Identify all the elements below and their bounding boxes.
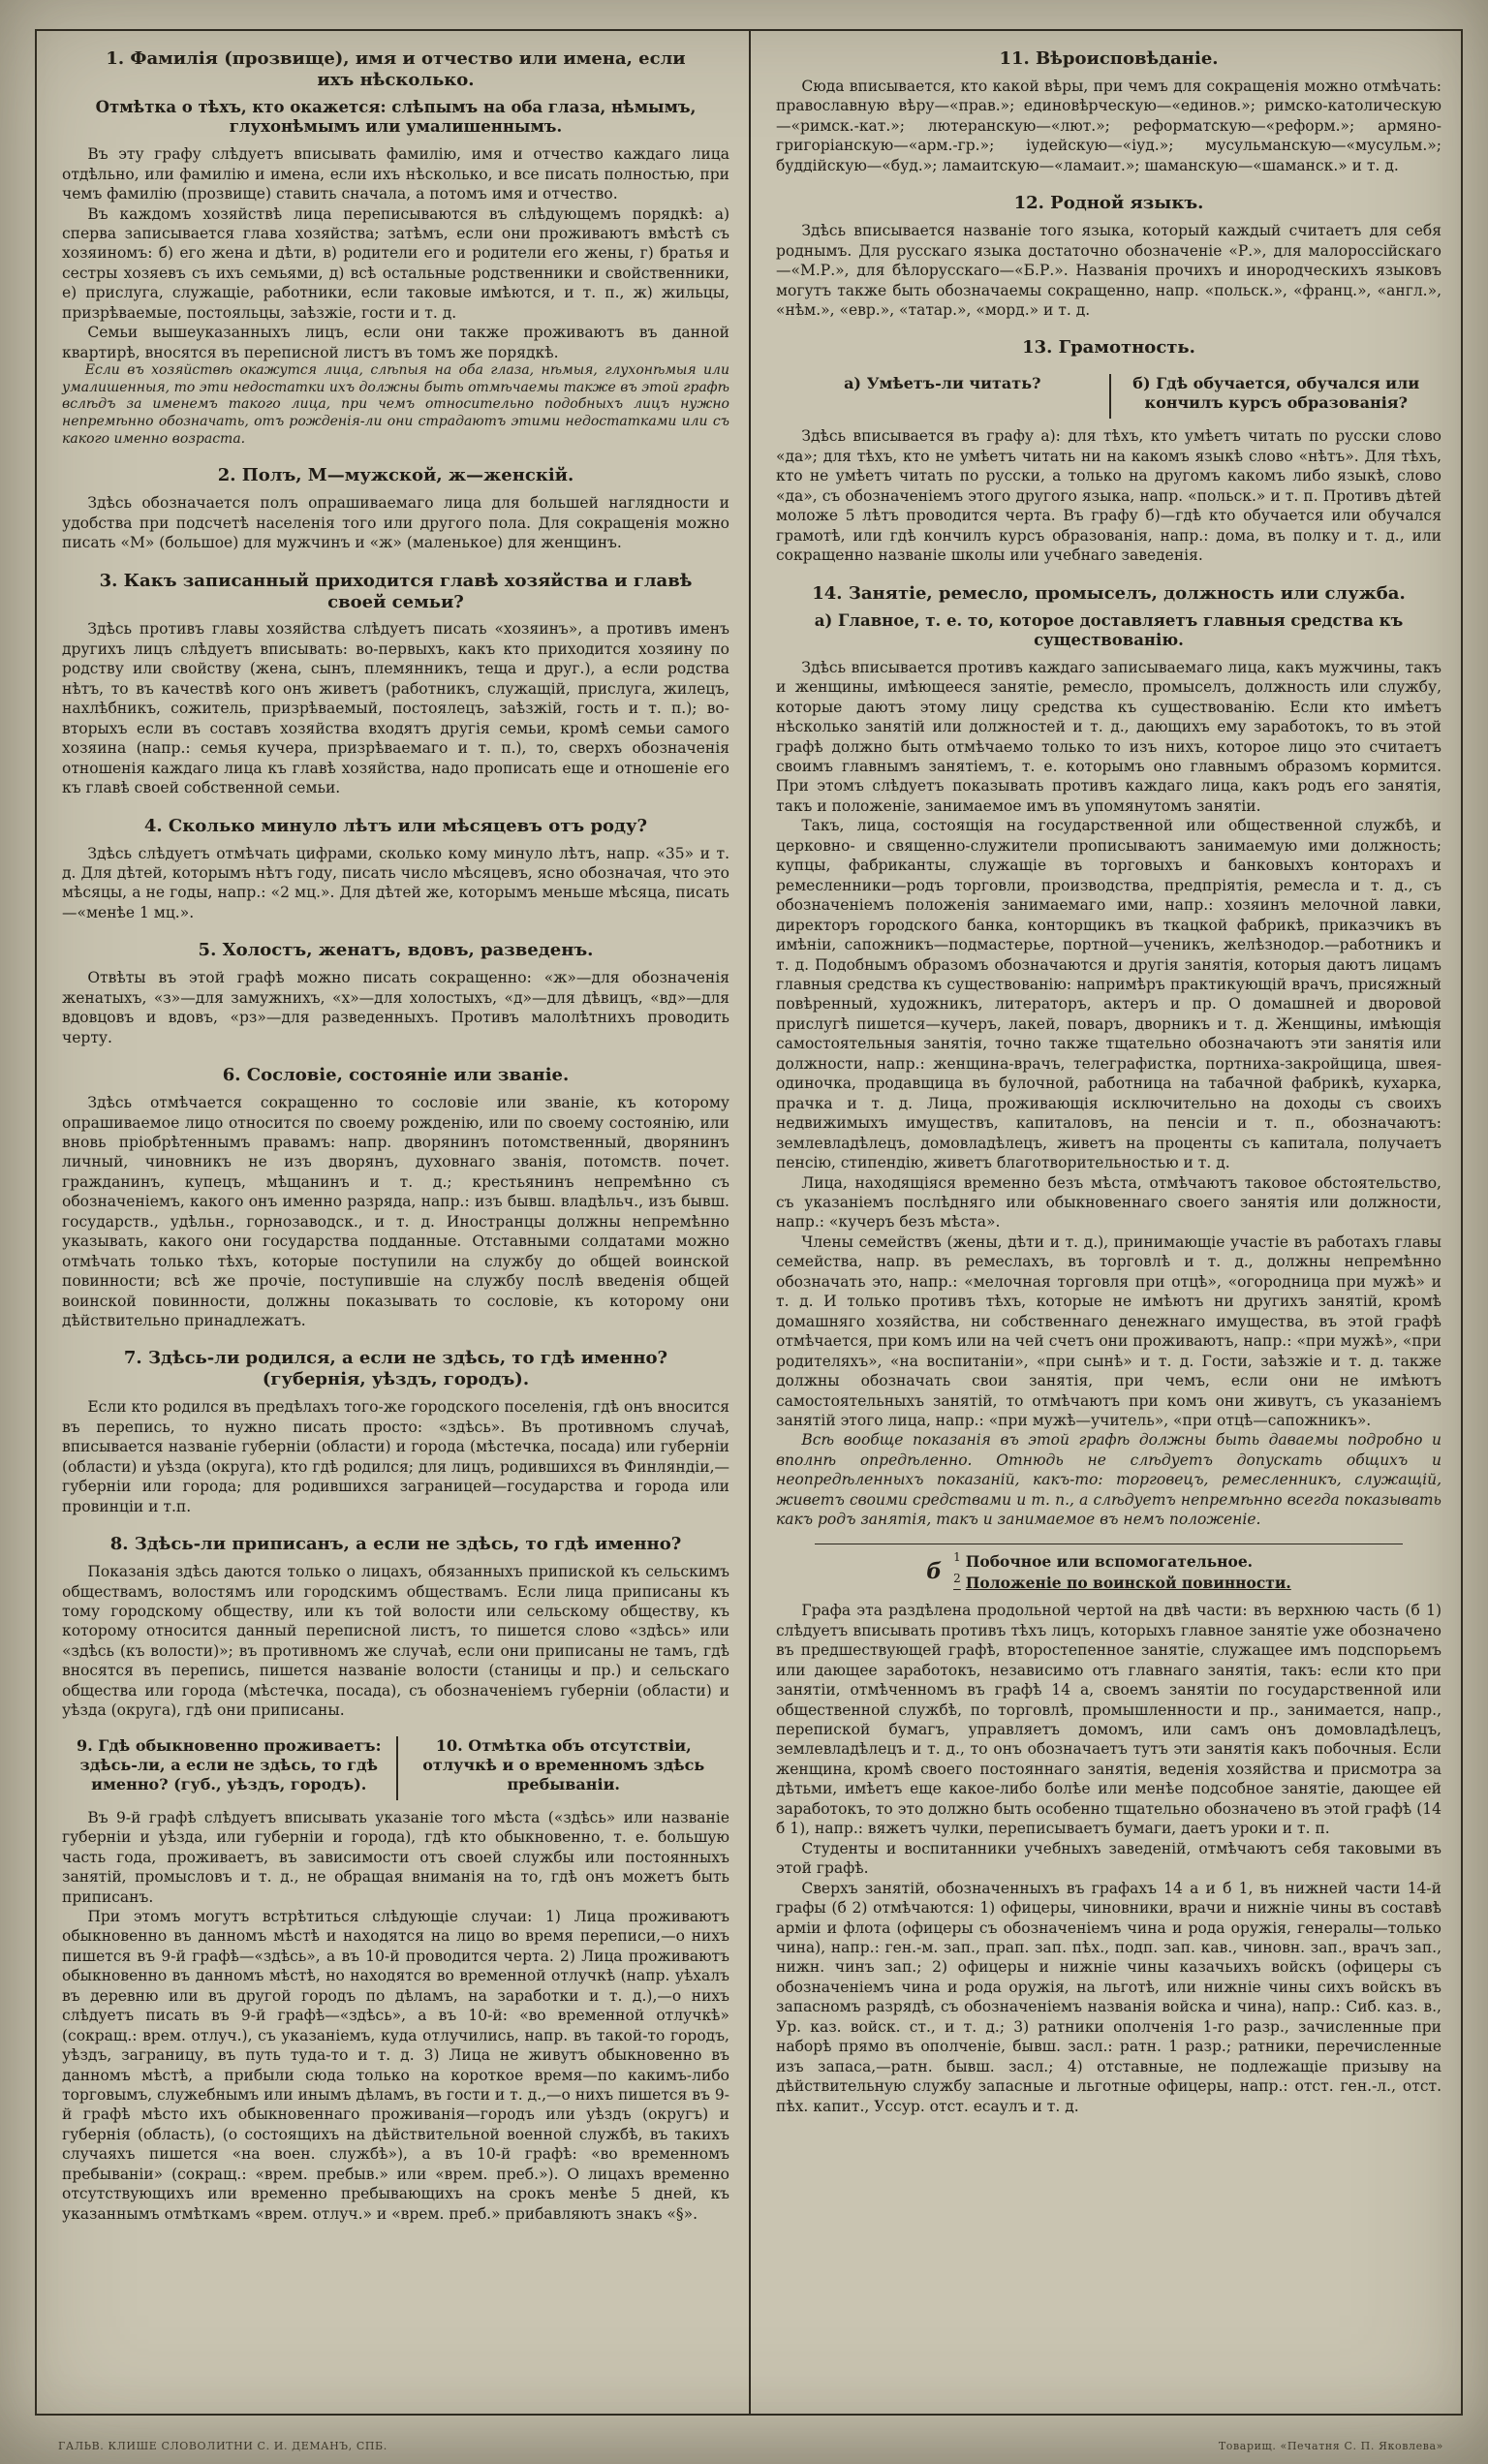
paragraph: Здѣсь вписывается противъ каждаго записываемаго лица, какъ мужчины, такъ и женщины, имѣющееся занятіе, ремесло, промыселъ, должность или службу, которые даютъ этому лицу средства къ существованію. Если кто имѣетъ нѣсколько занятій или должностей и т. д., дающихъ ему заработокъ, то въ этой графѣ должно быть отмѣчаемо только то изъ нихъ, которое лицо это считаетъ своимъ главнымъ занятіемъ, т. е. которымъ оно главнымъ образомъ кормится. При этомъ слѣдуетъ показывать противъ каждаго лица, какъ родъ его занятія, такъ и положеніе, занимаемое имъ въ упомянутомъ занятіи.	[776, 658, 1442, 815]
paragraph: Здѣсь обозначается полъ опрашиваемаго лица для большей наглядности и удобства при подсчетѣ населенія того или другого пола. Для сокращенія можно писать «М» (большое) для мужчинъ и «ж» (маленькое) для женщинъ.	[62, 494, 729, 552]
section-14b2-heading	[953, 1572, 1291, 1593]
section-2-heading: 2. Полъ, М—мужской, ж—женскій.	[217, 465, 574, 486]
paragraph: Въ 9-й графѣ слѣдуетъ вписывать указаніе того мѣста («здѣсь» или названіе губерніи и уѣзда, или губерніи и города), гдѣ кто обыкновенно, т. е. большую часть года, проживаетъ, въ зависимости отъ своей службы или постоянныхъ занятій, промысловъ и т. д., не обращая вниманія на то, гдѣ онъ можетъ быть приписанъ.	[62, 1808, 729, 1906]
paragraph: Всѣ вообще показанія въ этой графѣ должны быть даваемы подробно и вполнѣ опредѣленно. Отнюдь не слѣдуетъ допускать общихъ и неопредѣленныхъ показаній, какъ-то: торговецъ, ремесленникъ, служащій, живетъ своими средствами и т. п., а слѣдуетъ непремѣнно всегда показывать какъ родъ занятія, такъ и занимаемое въ немъ положеніе.	[776, 1431, 1442, 1529]
section-14b1-number: 1	[953, 1549, 961, 1564]
paragraph: Семьи вышеуказанныхъ лицъ, если они также проживаютъ въ данной квартирѣ, вносятся въ переписной листъ въ томъ же порядкѣ.	[62, 324, 729, 361]
paragraph: Если въ хозяйствѣ окажутся лица, слѣпыя на оба глаза, нѣмыя, глухонѣмыя или умалишенныя, то эти недостатки ихъ должны быть отмѣчаемы также въ этой графѣ вслѣдъ за именемъ такого лица, при чемъ относительно подобныхъ лицъ нужно непремѣнно обозначать, отъ рожденія-ли они страдаютъ этими недостатками или съ какого именно возраста.	[62, 362, 729, 447]
paragraph: Сюда вписывается, кто какой вѣры, при чемъ для сокращенія можно отмѣчать: православную вѣру—«прав.»; единовѣрческую—«единов.»; римско-католическую—«римск.-кат.»; лютеранскую—«лют.»; реформатскую—«реформ.»; армяно-григоріанскую—«арм.-гр.»; іудейскую—«іуд.»; мусульманскую—«мусульм.»; буддійскую—«буд.»; ламаитскую—«ламаит.»; шаманскую—«шаманск.» и т. д.	[776, 77, 1442, 174]
page-content	[37, 31, 1461, 2414]
printer-imprints	[58, 2440, 1443, 2452]
section-7	[62, 1348, 729, 1516]
printer-imprint-left: ГАЛЬВ. КЛИШЕ СЛОВОЛИТНИ С. И. ДЕМАНЪ, СПБ.	[58, 2440, 388, 2452]
section-14b-heading-block	[815, 1544, 1403, 1594]
section-9-10	[62, 1736, 729, 2225]
paragraph: Сверхъ занятій, обозначенныхъ въ графахъ 14 а и б 1, въ нижней части 14-й графы (б 2) отмѣчаются: 1) офицеры, чиновники, врачи и нижніе чины въ составѣ арміи и флота (офицеры съ обозначеніемъ чина и рода оружія, генералы—только чина), напр.: ген.-м. зап., прап. зап. пѣх., подп. зап. кав., чиновн. зап., врачъ зап., нижн. чинъ зап.; 2) офицеры и нижніе чины казачьихъ войскъ (офицеры съ обозначеніемъ чина и рода оружія, на льготѣ, или нижніе чины сихъ войскъ въ запасномъ разрядѣ, съ обозначеніемъ названія войска и чина), напр.: Сиб. каз. в., Ур. каз. войск. ст., и т. д.; 3) ратники ополченія 1-го разр., зачисленные при наборѣ прямо въ ополченіе, бывш. засл.: ратн. 1 разр.; ратники, перечисленные изъ запаса,—ратн. бывш. засл.; 4) отставные, не подлежащіе призыву на дѣйствительную службу запасные и льготные офицеры, напр.: отст. ген.-л., отст. пѣх. капит., Уссур. отст. есаулъ и т. д.	[776, 1879, 1442, 2115]
section-6	[62, 1065, 729, 1330]
section-13-subheaders	[776, 374, 1442, 419]
paragraph: Такъ, лица, состоящія на государственной или общественной службѣ, и церковно- и священно-служители прописываютъ занимаемую ими должность; купцы, фабриканты, служащіе въ торговыхъ и банковыхъ конторахъ и ремесленники—родъ торговли, производства, предпріятія, ремесла и т. д., съ обозначеніемъ положенія занимаемаго ими, напр.: хозяинъ мелочной лавки, директоръ городского банка, конторщикъ въ ткацкой фабрикѣ, приказчикъ въ имѣніи, сапожникъ—подмастерье, портной—ученикъ, желѣзнодор.—работникъ и т. д. Подобнымъ образомъ обозначаются и другія занятія, которыя даютъ лицамъ главныя средства къ существованію: напримѣръ практикующій врачъ, присяжный повѣренный, художникъ, литераторъ, актеръ и пр. О домашней и дворовой прислугѣ пишется—кучеръ, лакей, поваръ, дворникъ и т. д. Женщины, имѣющія самостоятельныя занятія, точно также тщательно обозначаютъ эти занятія или должности, напр.: женщина-врачъ, телеграфистка, портниха-закройщица, швея-одиночка, продавщица въ булочной, работница на табачной фабрикѣ, кухарка, прачка и т. д. Лица, проживающія исключительно на доходы съ своихъ недвижимыхъ имуществъ, капиталовъ, на пенсіи и т. п., обозначаютъ: землевладѣлецъ, домовладѣлецъ, живетъ на проценты съ капитала, получаетъ пенсію, стипендію, живетъ благотворительностью и т. д.	[776, 817, 1442, 1172]
section-14-heading: 14. Занятіе, ремесло, промыселъ, должность или служба.	[812, 582, 1406, 604]
paragraph: Члены семействъ (жены, дѣти и т. д.), принимающіе участіе въ работахъ главы семейства, напр. въ ремеслахъ, въ торговлѣ и т. д., должны непремѣнно обозначать это, напр.: «мелочная торговля при отцѣ», «огородница при мужѣ» и т. д. И только противъ тѣхъ, которые не имѣютъ ни другихъ занятій, кромѣ домашняго хозяйства, ни собственнаго денежнаго имущества, въ этой графѣ отмѣчается, при комъ или на чей счетъ они проживаютъ, напр.: «при мужѣ», «при родителяхъ», «на воспитаніи», «при сынѣ» и т. д. Гости, заѣзжіе и т. д. также должны обозначать свои занятія, при чемъ, если они не имѣютъ самостоятельныхъ занятій, то отмѣчаютъ при комъ они живутъ, съ указаніемъ занятій этого лица, напр.: «при мужѣ—учитель», «при отцѣ—сапожникъ».	[776, 1232, 1442, 1429]
section-8-heading: 8. Здѣсь-ли приписанъ, а если не здѣсь, то гдѣ именно?	[109, 1534, 682, 1555]
section-13	[776, 337, 1442, 565]
section-14b2-title: Положеніе по воинской повинности.	[965, 1574, 1291, 1593]
section-4	[62, 816, 729, 923]
section-9-heading: 9. Гдѣ обыкновенно проживаетъ: здѣсь-ли, а если не здѣсь, то гдѣ именно? (губ., уѣздъ, городъ).	[77, 1735, 382, 1793]
paragraph: Если кто родился въ предѣлахъ того-же городского поселенія, гдѣ онъ вносится въ перепись, то нужно писать просто: «здѣсь». Въ противномъ случаѣ, вписывается названіе губерніи (области) и города (мѣстечка, посада) или губерніи (области) и уѣзда (округа), кто гдѣ родился; для лицъ, родившихся въ Финляндіи,—губерніи или города; для родившихся заграницей—государства и города или провинціи и т.п.	[62, 1398, 729, 1515]
section-14b1-heading	[953, 1550, 1291, 1572]
paragraph: Лица, находящіяся временно безъ мѣста, отмѣчаютъ таковое обстоятельство, съ указаніемъ послѣдняго или обыкновеннаго своего занятія или должности, напр.: «кучеръ безъ мѣста».	[776, 1173, 1442, 1232]
left-column	[37, 31, 749, 2414]
section-1-subheading: Отмѣтка о тѣхъ, кто окажется: слѣпымъ на оба глаза, нѣмымъ, глухонѣмымъ или умалишеннымъ.	[95, 97, 697, 137]
paragraph: Въ эту графу слѣдуетъ вписывать фамилію, имя и отчество каждаго лица отдѣльно, или фамилію и имена, если ихъ нѣсколько, и все писать полностью, при чемъ фамилію (прозвище) ставить сначала, а потомъ имя и отчество.	[62, 145, 729, 203]
section-5-heading: 5. Холостъ, женатъ, вдовъ, разведенъ.	[198, 940, 594, 961]
section-12	[776, 193, 1442, 320]
section-14	[776, 583, 1442, 2117]
paragraph: Въ каждомъ хозяйствѣ лица переписываются въ слѣдующемъ порядкѣ: а) сперва записывается глава хозяйства; затѣмъ, если они проживаютъ вмѣстѣ съ хозяиномъ: б) его жена и дѣти, в) родители его и родители его жены, г) братья и сестры хозяевъ съ ихъ семьями, д) всѣ остальные родственники и свойственники, е) прислуга, служащіе, работники, если таковые имѣются, и т. п., ж) жильцы, призрѣваемые, постояльцы, заѣзжіе, гости и т. д.	[62, 204, 729, 322]
section-14b2-number: 2	[953, 1572, 961, 1585]
paragraph: Отвѣты въ этой графѣ можно писать сокращенно: «ж»—для обозначенія женатыхъ, «з»—для замужнихъ, «х»—для холостыхъ, «д»—для дѣвицъ, «вд»—для вдовцовъ и вдовъ, «рз»—для разведенныхъ. Противъ малолѣтнихъ проводить черту.	[62, 969, 729, 1046]
section-14b-rows	[953, 1550, 1291, 1594]
paragraph: Показанія здѣсь даются только о лицахъ, обязанныхъ припиской къ сельскимъ обществамъ, волостямъ или городскимъ обществамъ. Если лица приписаны къ тому городскому обществу, или къ той волости или сельскому обществу, къ которому относится данный переписной листъ, то пишется слово «здѣсь» или «здѣсь (къ волости)»; въ противномъ же случаѣ, если они приписаны не тамъ, гдѣ вносятся въ перепись, пишется названіе волости (станицы и пр.) и сельскаго общества или города (мѣстечка, посада), съ обозначеніемъ губерніи (области) и уѣзда (округа), гдѣ они приписаны.	[62, 1563, 729, 1720]
section-13-heading: 13. Грамотность.	[1022, 337, 1195, 359]
paragraph: Здѣсь вписывается въ графу а): для тѣхъ, кто умѣетъ читать по русски слово «да»; для тѣхъ, кто не умѣетъ читать ни на какомъ языкѣ слово «нѣтъ». Для тѣхъ, кто не умѣетъ читать по русски, а только на другомъ какомъ либо языкѣ, слово «да», съ обозначеніемъ этого другого языка, напр. «польск.» и т. п. Противъ дѣтей моложе 5 лѣтъ проводится черта. Въ графу б)—гдѣ кто обучается или обучался грамотѣ, или гдѣ кончилъ курсъ образованія, напр.: дома, въ полку и т. д., или сокращенно названіе школы или учебнаго заведенія.	[776, 427, 1442, 565]
paragraph: При этомъ могутъ встрѣтиться слѣдующіе случаи: 1) Лица проживаютъ обыкновенно въ данномъ мѣстѣ и находятся на лицо во время переписи,—о нихъ пишется въ 9-й графѣ—«здѣсь», а въ 10-й проводится черта. 2) Лица проживаютъ обыкновенно въ данномъ мѣстѣ, но находятся во временной отлучкѣ (напр. уѣхалъ въ деревню или въ другой городъ по дѣламъ, на заработки и т. д.),—о нихъ слѣдуетъ писать въ 9-й графѣ—«здѣсь», а въ 10-й: «во временной отлучкѣ» (сокращ.: врем. отлуч.), съ указаніемъ, куда отлучились, напр. въ такой-то городъ, уѣздъ, заграницу, въ путь туда-то и т. д. 3) Лица не живутъ обыкновенно въ данномъ мѣстѣ, а прибыли сюда только на короткое время—по какимъ-либо торговымъ, служебнымъ или инымъ дѣламъ, въ гости и т. д.,—о нихъ пишется въ 9-й графѣ мѣсто ихъ обыкновеннаго проживанія—городъ или уѣздъ (округъ) и губернія (область), (о состоящихъ на дѣйствительной военной службѣ, въ такихъ случаяхъ пишется «на воен. службѣ»), а въ 10-й графѣ: «во временномъ пребываніи» (сокращ.: «врем. пребыв.» или «врем. преб.»). О лицахъ временно отсутствующихъ или временно пребывающихъ на срокъ менѣе 5 дней, къ указаннымъ отмѣткамъ «врем. отлуч.» и «врем. преб.» прибавляютъ знакъ «§».	[62, 1907, 729, 2223]
section-3-heading: 3. Какъ записанный приходится главѣ хозяйства и главѣ своей семьи?	[99, 570, 693, 612]
paragraph: Здѣсь слѣдуетъ отмѣчать цифрами, сколько кому минуло лѣтъ, напр. «35» и т. д. Для дѣтей, которымъ нѣтъ году, писать число мѣсяцевъ, ясно обозначая, что это мѣсяцы, а не годы, напр.: «2 мц.». Для дѣтей же, которымъ меньше мѣсяца, писать—«менѣе 1 мц.».	[62, 844, 729, 921]
paragraph: Здѣсь отмѣчается сокращенно то сословіе или званіе, къ которому опрашиваемое лицо относится по своему рожденію, или по своему состоянію, или вновь пріобрѣтеннымъ правамъ: напр. дворянинъ потомственный, дворянинъ личный, чиновникъ не изъ дворянъ, духовнаго званія, потомств. почет. гражданинъ, купецъ, мѣщанинъ и т. д.; крестьянинъ непремѣнно съ обозначеніемъ, какого онъ именно разряда, напр.: изъ бывш. владѣльч., изъ бывш. государств., удѣльн., горнозаводск., и т. д. Иностранцы должны непремѣнно указывать, какого они государства подданные. Отставными солдатами можно отмѣчать только тѣхъ, которые поступили на службу до общей воинской повинности; всѣ же прочіе, поступившіе на службу послѣ введенія общей воинской повинности, должны показывать то сословіе, къ которому они дѣйствительно принадлежатъ.	[62, 1094, 729, 1330]
section-14a-heading: а) Главное, т. е. то, которое доставляетъ главныя средства къ существованію.	[814, 610, 1404, 649]
paragraph: Графа эта раздѣлена продольной чертой на двѣ части: въ верхнюю часть (б 1) слѣдуетъ вписывать противъ тѣхъ лицъ, которыхъ главное занятіе уже обозначено въ предшествующей графѣ, второстепенное занятіе, служащее имъ подспорьемъ или дающее заработокъ, независимо отъ главнаго занятія, такъ: если кто при занятіи, отмѣченномъ въ графѣ 14 а, своемъ занятіи по государственной или общественной службѣ, по торговлѣ, промышленности и пр., занимается, напр., перепиской бумагъ, управляетъ домомъ, или самъ онъ домовладѣлецъ, землевладѣлецъ и т. д., то онъ обозначаетъ тутъ эти занятія какъ побочныя. Если женщина, кромѣ своего постояннаго занятія, веденія хозяйства и присмотра за дѣтьми, имѣетъ еще какое-либо болѣе или менѣе подсобное занятіе, дающее ей заработокъ, то это должно быть особенно тщательно обозначено въ этой графѣ (14 б 1), напр.: вяжетъ чулки, переписываетъ бумаги, даетъ уроки и т. п.	[776, 1602, 1442, 1838]
section-14b1-title: Побочное или вспомогательное.	[965, 1551, 1254, 1571]
section-9-10-header	[62, 1736, 729, 1800]
section-2	[62, 465, 729, 552]
paragraph: Здѣсь противъ главы хозяйства слѣдуетъ писать «хозяинъ», а противъ именъ другихъ лицъ слѣдуетъ вписывать: во-первыхъ, какъ кто приходится хозяину по родству или свойству (жена, сынъ, племянникъ, теща и друг.), а если родства нѣтъ, то въ качествѣ кого онъ живетъ (работникъ, служащій, прислуга, жилецъ, нахлѣбникъ, сожитель, призрѣваемый, постоялецъ, заѣзжій, гость и т. п.); во-вторыхъ если въ составъ хозяйства входятъ другія семьи, кромѣ семьи самого хозяина (напр.: семья кучера, призрѣваемаго и т. п.), то, сверхъ обозначенія отношенія каждаго лица къ главѣ хозяйства, надо прописать еще и отношеніе его къ главѣ своей собственной семьи.	[62, 620, 729, 797]
section-6-heading: 6. Сословіе, состояніе или званіе.	[222, 1065, 570, 1086]
section-8	[62, 1534, 729, 1721]
section-14b-label: б	[926, 1559, 943, 1584]
section-5	[62, 940, 729, 1047]
section-11	[776, 48, 1442, 175]
section-1	[62, 48, 729, 448]
section-13a-heading: а) Умѣетъ-ли читать?	[844, 374, 1041, 393]
paragraph: Студенты и воспитанники учебныхъ заведеній, отмѣчаютъ себя таковыми въ этой графѣ.	[776, 1839, 1442, 1878]
section-11-heading: 11. Вѣроисповѣданіе.	[999, 48, 1219, 69]
section-3	[62, 571, 729, 798]
section-1-heading: 1. Фамилія (прозвище), имя и отчество или имена, если ихъ нѣсколько.	[106, 48, 686, 90]
right-column	[749, 31, 1461, 2414]
printer-imprint-right: Товарищ. «Печатня С. П. Яковлева»	[1218, 2440, 1443, 2452]
paragraph: Здѣсь вписывается названіе того языка, который каждый считаетъ для себя роднымъ. Для русскаго языка достаточно обозначеніе «Р.», для малороссійскаго—«М.Р.», для бѣлорусскаго—«Б.Р.». Названія прочихъ и инородческихъ языковъ могутъ также быть обозначаемы сокращенно, напр. «польск.», «франц.», «англ.», «нѣм.», «евр.», «татар.», «морд.» и т. д.	[776, 222, 1442, 319]
section-7-heading: 7. Здѣсь-ли родился, а если не здѣсь, то гдѣ именно? (губернія, уѣздъ, городъ).	[123, 1348, 668, 1390]
section-10-heading: 10. Отмѣтка объ отсутствіи, отлучкѣ и о временномъ здѣсь пребываніи.	[396, 1736, 730, 1800]
section-12-heading: 12. Родной языкъ.	[1013, 193, 1204, 214]
section-13b-heading: б) Гдѣ обучается, обучался или кончилъ курсъ образованія?	[1109, 374, 1442, 419]
section-4-heading: 4. Сколько минуло лѣтъ или мѣсяцевъ отъ роду?	[143, 815, 648, 836]
